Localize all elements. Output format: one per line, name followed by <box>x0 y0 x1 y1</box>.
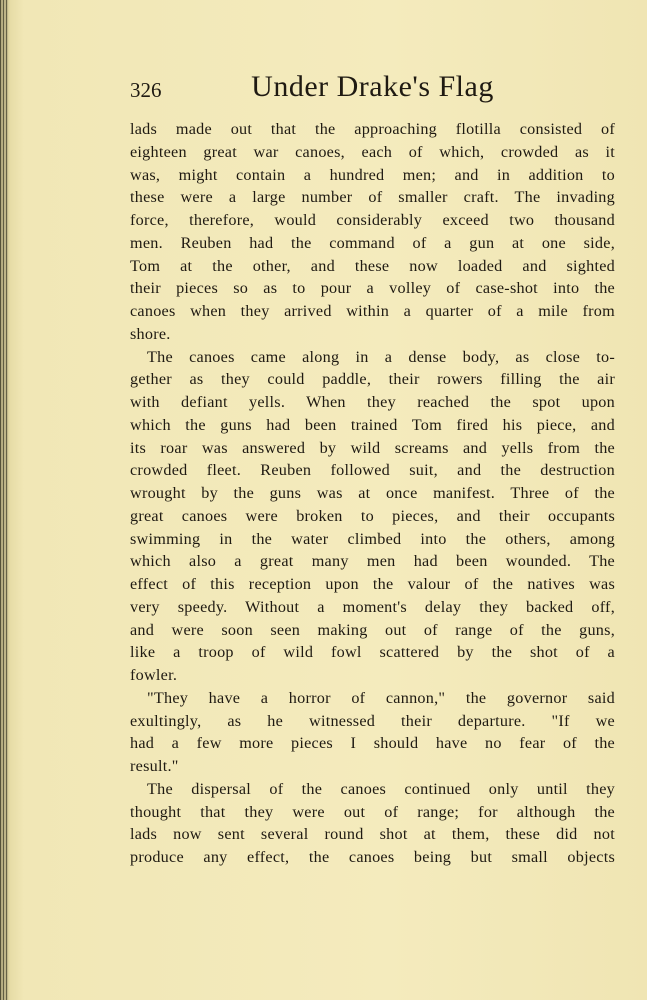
text-line: canoes when they arrived within a quarter of a mile from <box>130 302 615 320</box>
text-line: thought that they were out of range; for although the <box>130 802 615 821</box>
text-line: result." <box>130 757 179 775</box>
text-line: which the guns had been trained Tom fired his piece, and <box>130 415 615 434</box>
book-spine-edge <box>0 0 8 1000</box>
text-line: and were soon seen making out of range of the guns, <box>130 620 615 639</box>
page-header <box>130 70 615 110</box>
text-line: lads made out that the approaching flotilla consisted of <box>130 120 615 138</box>
text-line: their pieces so as to pour a volley of case-shot into the <box>130 279 615 298</box>
text-line: Tom at the other, and these now loaded and sighted <box>130 256 615 275</box>
text-line: effect of this reception upon the valour of the natives was <box>130 575 615 593</box>
text-line: men. Reuben had the command of a gun at one side, <box>130 233 615 252</box>
text-line: force, therefore, would considerably exceed two thousand <box>130 211 615 229</box>
text-line: "They have a horror of cannon," the governor said <box>147 688 615 707</box>
text-line: wrought by the guns was at once manifest. Three of the <box>130 484 615 502</box>
text-line: The dispersal of the canoes continued only until they <box>147 779 615 798</box>
text-line: these were a large number of smaller craft. The invading <box>130 188 615 207</box>
text-line: shore. <box>130 324 171 343</box>
text-line: its roar was answered by wild screams and yells from the <box>130 438 615 457</box>
text-line: was, might contain a hundred men; and in addition to <box>130 165 615 184</box>
running-title: Under Drake's Flag <box>251 70 494 103</box>
text-line: like a troop of wild fowl scattered by the shot of a <box>130 643 615 662</box>
text-line: great canoes were broken to pieces, and their occupants <box>130 506 615 525</box>
text-line: which also a great many men had been wounded. The <box>130 552 615 571</box>
text-line: fowler. <box>130 666 178 684</box>
text-line: exultingly, as he witnessed their departure. "If we <box>130 711 615 730</box>
text-line: with defiant yells. When they reached the spot upon <box>130 393 615 411</box>
text-line: The canoes came along in a dense body, as close to- <box>147 347 615 366</box>
text-line: lads now sent several round shot at them, these did not <box>130 825 615 844</box>
page-number: 326 <box>130 78 162 102</box>
page-body-text <box>130 118 615 869</box>
text-line: swimming in the water climbed into the others, among <box>130 529 615 548</box>
text-line: eighteen great war canoes, each of which, crowded as it <box>130 142 615 161</box>
text-line: crowded fleet. Reuben followed suit, and the destruction <box>130 461 615 480</box>
text-line: had a few more pieces I should have no fear of the <box>130 734 615 753</box>
text-line: produce any effect, the canoes being but small objects <box>130 848 615 866</box>
text-line: gether as they could paddle, their rowers filling the air <box>130 370 615 389</box>
text-line: very speedy. Without a moment's delay they backed off, <box>130 597 615 616</box>
